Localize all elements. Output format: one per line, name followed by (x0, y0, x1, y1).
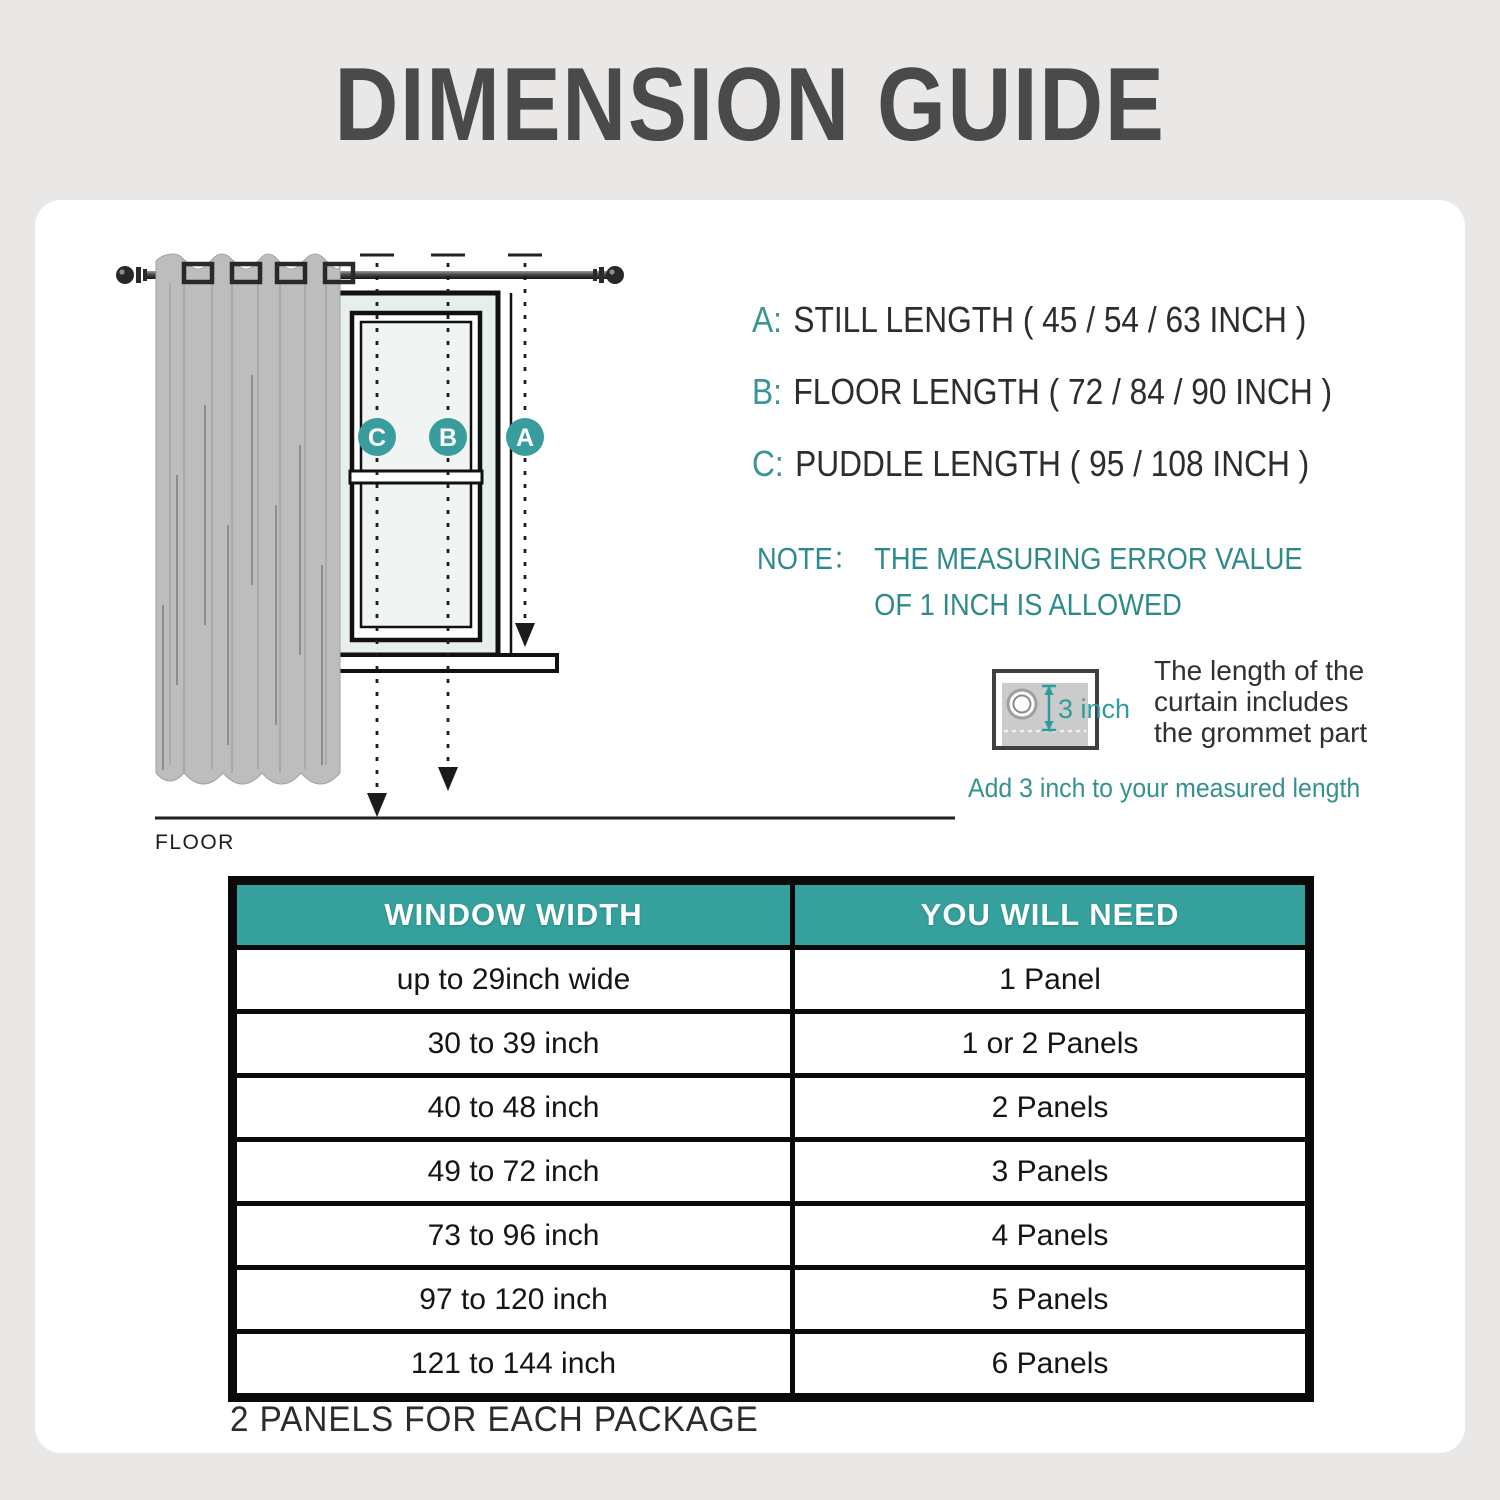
panels-needed-cell: 1 Panel (793, 948, 1310, 1012)
note-line-2: OF 1 INCH IS ALLOWED (874, 587, 1182, 622)
legend-prefix-c: C: (752, 443, 784, 484)
legend-item-a (752, 300, 1332, 340)
window-width-cell: 97 to 120 inch (233, 1268, 793, 1332)
marker-a-label: A (515, 424, 535, 452)
page-title: DIMENSION GUIDE (334, 47, 1166, 163)
panels-needed-cell: 1 or 2 Panels (793, 1012, 1310, 1076)
marker-c-label: C (367, 424, 387, 452)
length-legend (752, 300, 1411, 484)
legend-prefix-a: A: (752, 299, 782, 340)
legend-text-b: FLOOR LENGTH ( 72 / 84 / 90 INCH ) (793, 371, 1333, 412)
window-width-cell: 73 to 96 inch (233, 1204, 793, 1268)
grommet-description-line-2: curtain includes (1154, 686, 1349, 717)
table-row (233, 1140, 1310, 1204)
marker-a-badge (506, 418, 544, 456)
grommet-measure-label: 3 inch (1058, 694, 1131, 724)
table-row (233, 948, 1310, 1012)
window-width-cell: 121 to 144 inch (233, 1332, 793, 1398)
legend-text-a: STILL LENGTH ( 45 / 54 / 63 INCH ) (793, 299, 1307, 340)
legend-prefix-b: B: (752, 371, 782, 412)
note-line-1: THE MEASURING ERROR VALUE (874, 541, 1303, 576)
measuring-note (757, 536, 1303, 628)
marker-b-badge (429, 418, 467, 456)
window-width-cell: 40 to 48 inch (233, 1076, 793, 1140)
grommet-description (1154, 655, 1367, 748)
column-header-you-will-need: YOU WILL NEED (793, 881, 1310, 948)
table-row (233, 1076, 1310, 1140)
grommet-description-line-1: The length of the (1154, 655, 1365, 686)
package-note: 2 PANELS FOR EACH PACKAGE (230, 1400, 759, 1439)
panels-needed-cell: 2 Panels (793, 1076, 1310, 1140)
legend-item-c (752, 444, 1332, 484)
content-card (35, 200, 1465, 1453)
window-sill (335, 655, 557, 671)
table-header-row (233, 881, 1310, 948)
table-row (233, 1268, 1310, 1332)
legend-item-b (752, 372, 1332, 412)
table-row (233, 1012, 1310, 1076)
panels-needed-cell: 3 Panels (793, 1140, 1310, 1204)
column-header-window-width: WINDOW WIDTH (233, 881, 793, 948)
panels-needed-cell: 4 Panels (793, 1204, 1310, 1268)
curtain-illustration (156, 254, 353, 784)
floor-label: FLOOR (155, 831, 235, 854)
grommet-tip: Add 3 inch to your measured length (968, 773, 1361, 803)
table-row (233, 1204, 1310, 1268)
panels-needed-cell: 6 Panels (793, 1332, 1310, 1398)
window-width-cell: 49 to 72 inch (233, 1140, 793, 1204)
marker-b-label: B (438, 424, 458, 452)
table-row (233, 1332, 1310, 1398)
note-prefix: NOTE： (757, 541, 861, 576)
panel-table (228, 876, 1314, 1402)
window-width-cell: up to 29inch wide (233, 948, 793, 1012)
window-width-cell: 30 to 39 inch (233, 1012, 793, 1076)
legend-text-c: PUDDLE LENGTH ( 95 / 108 INCH ) (795, 443, 1310, 484)
marker-c-badge (358, 418, 396, 456)
grommet-description-line-3: the grommet part (1154, 717, 1368, 748)
panels-needed-cell: 5 Panels (793, 1268, 1310, 1332)
